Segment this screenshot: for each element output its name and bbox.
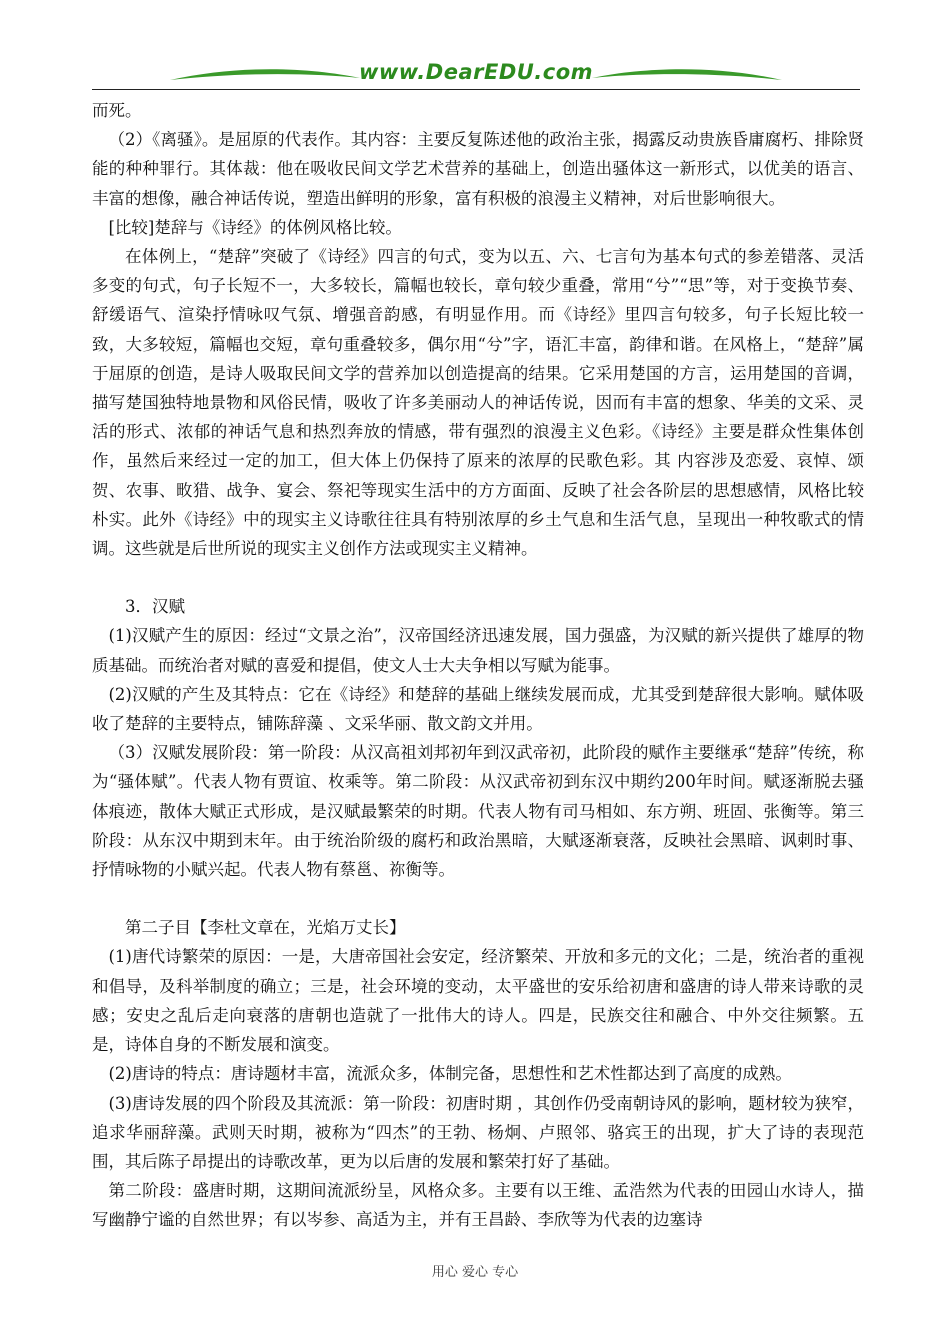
paragraph: (2)汉赋的产生及其特点：它在《诗经》和楚辞的基础上继续发展而成，尤其受到楚辞很大影响。赋体吸收了楚辞的主要特点，铺陈辞藻 、文采华丽、散文韵文并用。 [92,684,864,734]
paragraph: 而死。 [92,101,142,120]
paragraph: [比较]楚辞与《诗经》的体例风格比较。 [108,217,402,237]
paragraph: 第二阶段：盛唐时期，这期间流派纷呈，风格众多。主要有以王维、孟浩然为代表的田园山水诗人，描写幽静宁谧的自然世界；有以岑参、高适为主，并有王昌龄、李欣等为代表的边塞诗 [92,1181,864,1230]
spacer [92,563,864,592]
document-body [92,96,864,1235]
paragraph: (1)唐代诗繁荣的原因：一是，大唐帝国社会安定，经济繁荣、开放和多元的文化；二是，统治者的重视和倡导，及科举制度的确立；三是，社会环境的变动，太平盛世的安乐给初唐和盛唐的诗人带来诗歌的灵感；安史之乱后走向衰落的唐朝也造就了一批伟大的诗人。四是，民族交往和融合、中外交往频繁。五是，诗体自身的不断发展和演变。 [92,947,864,1055]
section-heading: 第二子目【李杜文章在，光焰万丈长】 [125,918,406,938]
paragraph: （3）汉赋发展阶段：第一阶段：从汉高祖刘邦初年到汉武帝初，此阶段的赋作主要继承“楚辞”传统，称为“骚体赋”。代表人物有贾谊、枚乘等。第二阶段：从汉武帝初到东汉中期约200年时间。赋逐渐脱去骚体痕迹，散体大赋正式形成，是汉赋最繁荣的时期。代表人物有司马相如、东方朔、班固、张衡等。第三阶段：从东汉中期到末年。由于统治阶级的腐朽和政治黑暗，大赋逐渐衰落，反映社会黑暗、讽刺时事、抒情咏物的小赋兴起。代表人物有蔡邕、祢衡等。 [92,743,864,880]
paragraph: (3)唐诗发展的四个阶段及其流派：第一阶段：初唐时期 ，其创作仍受南朝诗风的影响，题材较为狭窄，追求华丽辞藻。武则天时期，被称为“四杰”的王勃、杨炯、卢照邻、骆宾王的出现，扩大了诗的表现范围，其后陈子昂提出的诗歌改革，更为以后唐的发展和繁荣打好了基础。 [92,1093,864,1171]
paragraph: 在体例上，“楚辞”突破了《诗经》四言的句式，变为以五、六、七言句为基本句式的参差错落、灵活多变的句式，句子长短不一，大多较长，篇幅也较长，章句较少重叠，常用“兮”“思”等，对于变换节奏、舒缓语气、渲染抒情咏叹气氛、增强音韵感，有明显作用。而《诗经》里四言句较多，句子长短比较一致，大多较短，篇幅也交短，章句重叠较多，偶尔用“兮”字，语汇丰富，韵律和谐。在风格上，“楚辞”属于屈原的创造，是诗人吸取民间文学的营养加以创造提高的结果。它采用楚国的方言，运用楚国的音调，描写楚国独特地景物和风俗民情，吸收了许多美丽动人的神话传说，因而有丰富的想象、华美的文采、灵活的形式、浓郁的神话气息和热烈奔放的情感，带有强烈的浪漫主义色彩。《诗经》主要是群众性集体创作，虽然后来经过一定的加工，但大体上仍保持了原来的浓厚的民歌色彩。其 内容涉及恋爱、哀悼、颂贺、农事、畋猎、战争、宴会、祭祀等现实生活中的方方面面、反映了社会各阶层的思想感情，风格比较朴实。此外《诗经》中的现实主义诗歌往往具有特别浓厚的乡土气息和生活气息，呈现出一种牧歌式的情调。这些就是后世所说的现实主义创作方法或现实主义精神。 [92,247,864,559]
paragraph: (2)唐诗的特点：唐诗题材丰富，流派众多，体制完备，思想性和艺术性都达到了高度的成熟。 [108,1064,792,1084]
section-heading: 3．汉赋 [125,597,185,617]
page-header [92,58,860,92]
paragraph: (1)汉赋产生的原因：经过“文景之治”，汉帝国经济迅速发展，国力强盛，为汉赋的新兴提供了雄厚的物质基础。而统治者对赋的喜爱和提倡，使文人士大夫争相以写赋为能事。 [92,626,864,675]
page-footer: 用心 爱心 专心 [431,1265,519,1280]
paragraph: （2）《离骚》。是屈原的代表作。其内容：主要反复陈述他的政治主张，揭露反动贵族昏庸腐朽、排除贤能的种种罪行。其体裁：他在吸收民间文学艺术营养的基础上，创造出骚体这一新形式，以优美的语言、丰富的想像，融合神话传说，塑造出鲜明的形象，富有积极的浪漫主义精神，对后世影响很大。 [92,130,864,208]
header-divider [92,89,860,90]
spacer [92,884,864,913]
site-logo-text: www.DearEDU.com [358,60,594,84]
